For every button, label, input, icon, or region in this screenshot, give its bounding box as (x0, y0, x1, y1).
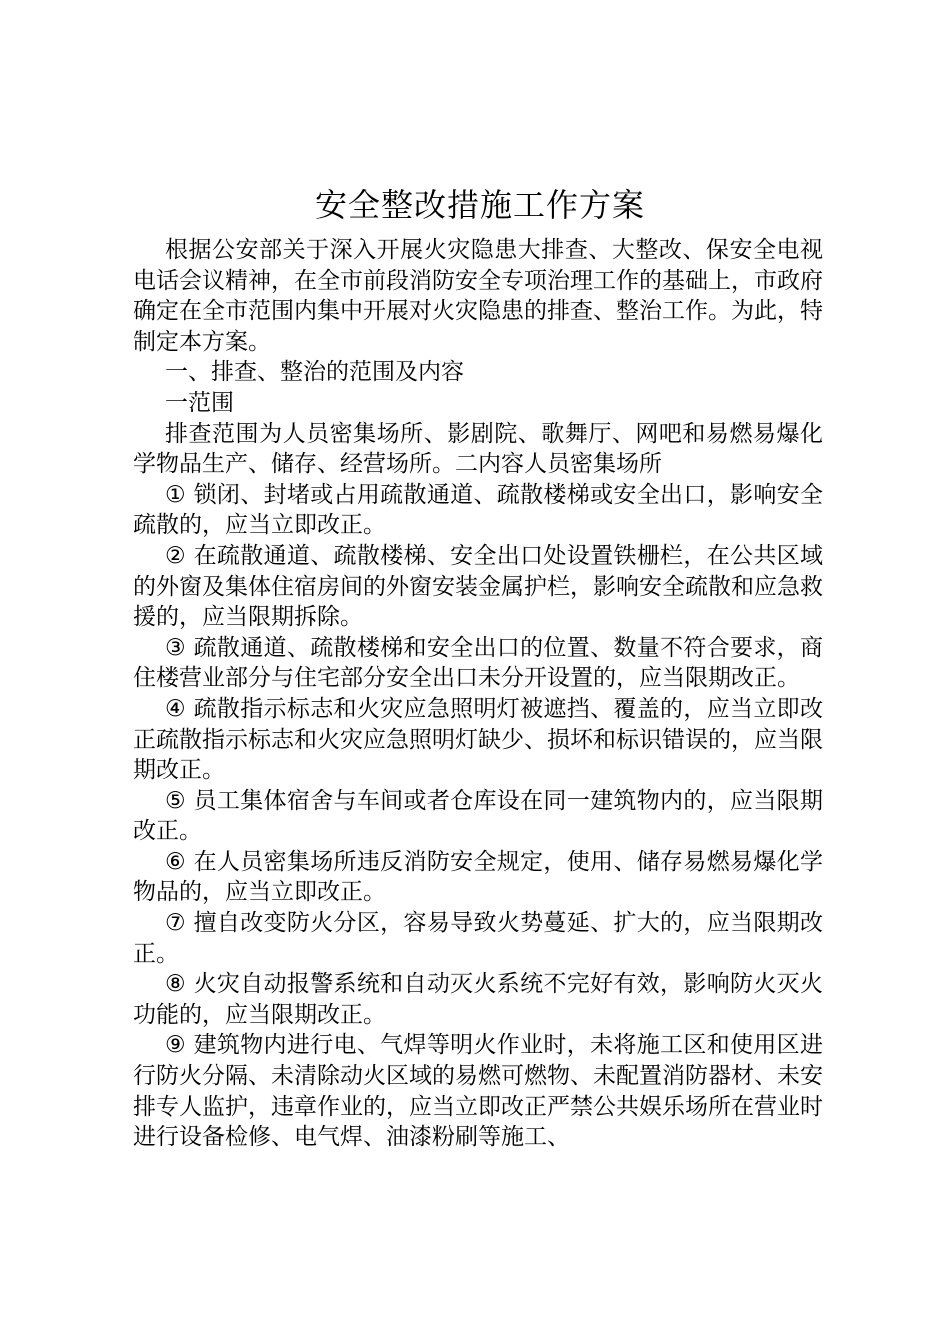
list-item-1: ① 锁闭、封堵或占用疏散通道、疏散楼梯或安全出口，影响安全疏散的，应当立即改正。 (133, 481, 823, 539)
scope-paragraph: 排查范围为人员密集场所、影剧院、歌舞厅、网吧和易燃易爆化学物品生产、储存、经营场所。二内容人员密集场所 (133, 420, 823, 478)
document-body (133, 235, 823, 1153)
subsection-heading: 一范围 (165, 389, 234, 416)
list-item-9: ⑨ 建筑物内进行电、气焊等明火作业时，未将施工区和使用区进行防火分隔、未清除动火区域的易燃可燃物、未配置消防器材、未安排专人监护，违章作业的，应当立即改正严禁公共娱乐场所在营业时进行设备检修、电气焊、油漆粉刷等施工、 (133, 1032, 823, 1151)
document-title: 安全整改措施工作方案 (314, 186, 645, 224)
list-item-7: ⑦ 擅自改变防火分区，容易导致火势蔓延、扩大的，应当限期改正。 (133, 910, 823, 967)
list-item-8: ⑧ 火灾自动报警系统和自动灭火系统不完好有效，影响防火灭火功能的，应当限期改正。 (133, 971, 823, 1028)
list-item-4: ④ 疏散指示标志和火灾应急照明灯被遮挡、覆盖的，应当立即改正疏散指示标志和火灾应急照明灯缺少、损坏和标识错误的，应当限期改正。 (133, 695, 823, 784)
list-item-5: ⑤ 员工集体宿舍与车间或者仓库设在同一建筑物内的，应当限期改正。 (133, 787, 823, 845)
list-item-3: ③ 疏散通道、疏散楼梯和安全出口的位置、数量不符合要求，商住楼营业部分与住宅部分安全出口未分开设置的，应当限期改正。 (133, 634, 823, 692)
section-heading: 一、排查、整治的范围及内容 (165, 359, 464, 386)
list-item-2: ② 在疏散通道、疏散楼梯、安全出口处设置铁栅栏，在公共区域的外窗及集体住宿房间的外窗安装金属护栏，影响安全疏散和应急救援的，应当限期拆除。 (133, 542, 823, 631)
intro-paragraph: 根据公安部关于深入开展火灾隐患大排查、大整改、保安全电视电话会议精神，在全市前段消防安全专项治理工作的基础上，市政府确定在全市范围内集中开展对火灾隐患的排查、整治工作。为此，特制定本方案。 (133, 237, 823, 355)
list-item-6: ⑥ 在人员密集场所违反消防安全规定，使用、储存易燃易爆化学物品的，应当立即改正。 (133, 848, 823, 906)
